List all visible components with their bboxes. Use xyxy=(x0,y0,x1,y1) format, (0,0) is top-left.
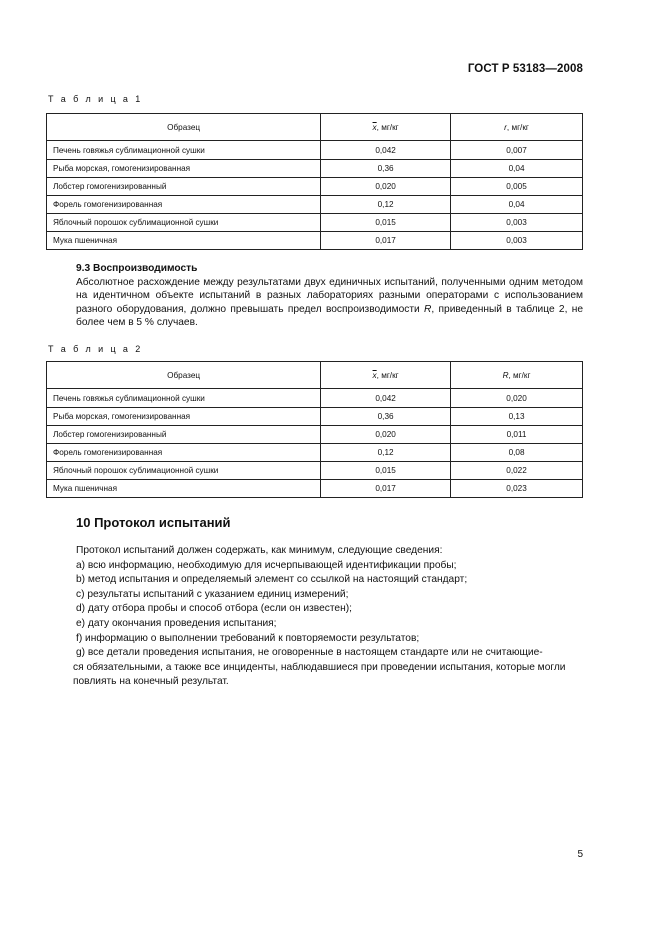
list-item: g) все детали проведения испытания, не оговоренные в настоящем стандарте или не считающие- xyxy=(76,647,543,659)
section-10-list xyxy=(73,544,583,690)
table-row: Яблочный порошок сублимационной сушки 0,015 0,022 xyxy=(47,462,583,480)
section-10-intro: Протокол испытаний должен содержать, как минимум, следующие сведения: xyxy=(76,545,443,556)
table2-header-sample: Образец xyxy=(47,362,321,389)
table-row: Лобстер гомогенизированный 0,020 0,011 xyxy=(47,426,583,444)
table1 xyxy=(46,113,583,250)
table1-header-r: r, мг/кг xyxy=(451,114,583,141)
table2-caption: Т а б л и ц а 2 xyxy=(48,344,143,354)
table2 xyxy=(46,361,583,498)
list-item: e) дату окончания проведения испытания; xyxy=(76,617,277,629)
table2-header-R: R, мг/кг xyxy=(451,362,583,389)
table-row: Мука пшеничная 0,017 0,003 xyxy=(47,232,583,250)
section-9-3-text: Абсолютное расхождение между результатами двух единичных испытаний, полученными одним методом на идентичном объекте испытаний в разных лабораториях разными операторами с использованием разного оборудования, должно превышать предел воспроизводимости R, приведенный в таблице 2, не более чем в 5 % случаев. xyxy=(76,277,583,329)
list-item: d) дату отбора пробы и способ отбора (если он известен); xyxy=(76,603,352,615)
table-row: Форель гомогенизированная 0,12 0,08 xyxy=(47,444,583,462)
page-number: 5 xyxy=(577,849,583,860)
section-9-3-heading: 9.3 Воспроизводимость xyxy=(76,263,198,274)
table-row: Печень говяжья сублимационной сушки 0,042 0,020 xyxy=(47,389,583,408)
table-row: Рыба морская, гомогенизированная 0,36 0,13 xyxy=(47,408,583,426)
section-10-title: 10 Протокол испытаний xyxy=(76,515,231,530)
list-item-continuation: ся обязательными, а также все инциденты, наблюдавшиеся при проведении испытания, которые могли xyxy=(73,661,566,673)
table-row: Рыба морская, гомогенизированная 0,36 0,04 xyxy=(47,160,583,178)
table-row: Мука пшеничная 0,017 0,023 xyxy=(47,480,583,498)
list-item: a) всю информацию, необходимую для исчерпывающей идентификации пробы; xyxy=(76,559,457,571)
list-item-continuation: повлиять на конечный результат. xyxy=(73,676,229,688)
standard-code: ГОСТ Р 53183—2008 xyxy=(467,63,583,75)
table1-header-mean: $\overline{x}$, мг/кг xyxy=(321,114,451,141)
table-row: Форель гомогенизированная 0,12 0,04 xyxy=(47,196,583,214)
table-row: Яблочный порошок сублимационной сушки 0,015 0,003 xyxy=(47,214,583,232)
table1-header-sample: Образец xyxy=(47,114,321,141)
table-row: Лобстер гомогенизированный 0,020 0,005 xyxy=(47,178,583,196)
list-item: b) метод испытания и определяемый элемент со ссылкой на настоящий стандарт; xyxy=(76,574,468,586)
list-item: f) информацию о выполнении требований к повторяемости результатов; xyxy=(76,632,420,644)
table1-caption: Т а б л и ц а 1 xyxy=(48,94,143,104)
table2-header-mean: $\overline{x}$, мг/кг xyxy=(321,362,451,389)
table-row: Печень говяжья сублимационной сушки 0,042 0,007 xyxy=(47,141,583,160)
list-item: c) результаты испытаний с указанием единиц измерений; xyxy=(76,588,349,600)
